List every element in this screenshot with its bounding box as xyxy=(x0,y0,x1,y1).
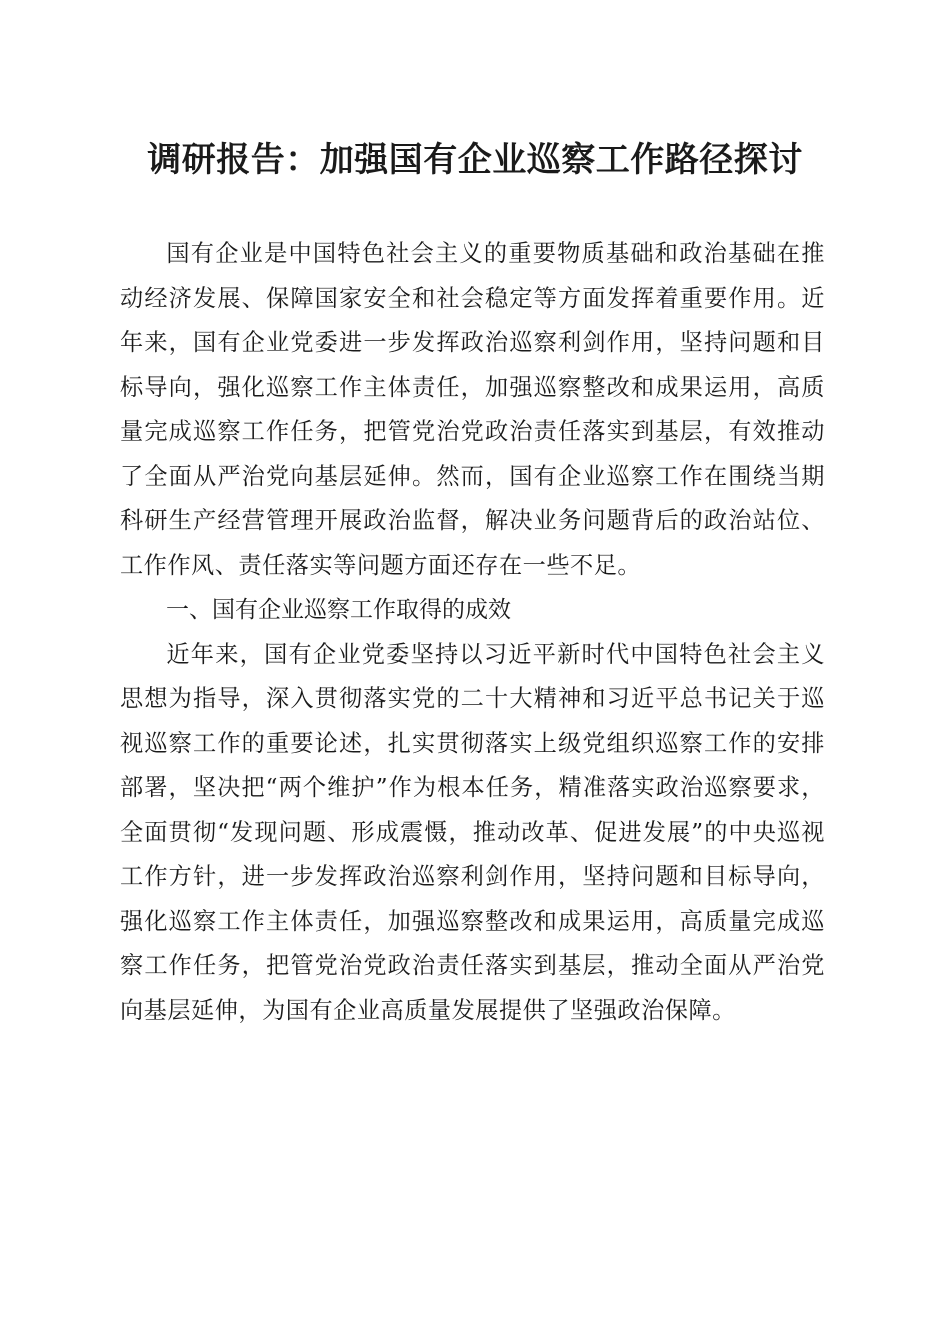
section-heading: 一、国有企业巡察工作取得的成效 xyxy=(166,597,511,623)
document-title: 调研报告：加强国有企业巡察工作路径探讨 xyxy=(147,140,803,180)
section-paragraph: 近年来，国有企业党委坚持以习近平新时代中国特色社会主义思想为指导，深入贯彻落实党的二十大精神和习近平总书记关于巡视巡察工作的重要论述，扎实贯彻落实上级党组织巡察工作的安排部署，坚决把“两个维护”作为根本任务，精准落实政治巡察要求，全面贯彻“发现问题、形成震慑，推动改革、促进发展”的中央巡视工作方针，进一步发挥政治巡察利剑作用，坚持问题和目标导向，强化巡察工作主体责任，加强巡察整改和成果运用，高质量完成巡察工作任务，把管党治党政治责任落实到基层，推动全面从严治党向基层延伸，为国有企业高质量发展提供了坚强政治保障。 xyxy=(120,640,825,1024)
intro-paragraph: 国有企业是中国特色社会主义的重要物质基础和政治基础在推动经济发展、保障国家安全和社会稳定等方面发挥着重要作用。近年来，国有企业党委进一步发挥政治巡察利剑作用，坚持问题和目标导向，强化巡察工作主体责任，加强巡察整改和成果运用，高质量完成巡察工作任务，把管党治党政治责任落实到基层，有效推动了全面从严治党向基层延伸。然而，国有企业巡察工作在围绕当期科研生产经营管理开展政治监督，解决业务问题背后的政治站位、工作作风、责任落实等问题方面还存在一些不足。 xyxy=(120,240,825,579)
document-body xyxy=(120,232,825,1033)
